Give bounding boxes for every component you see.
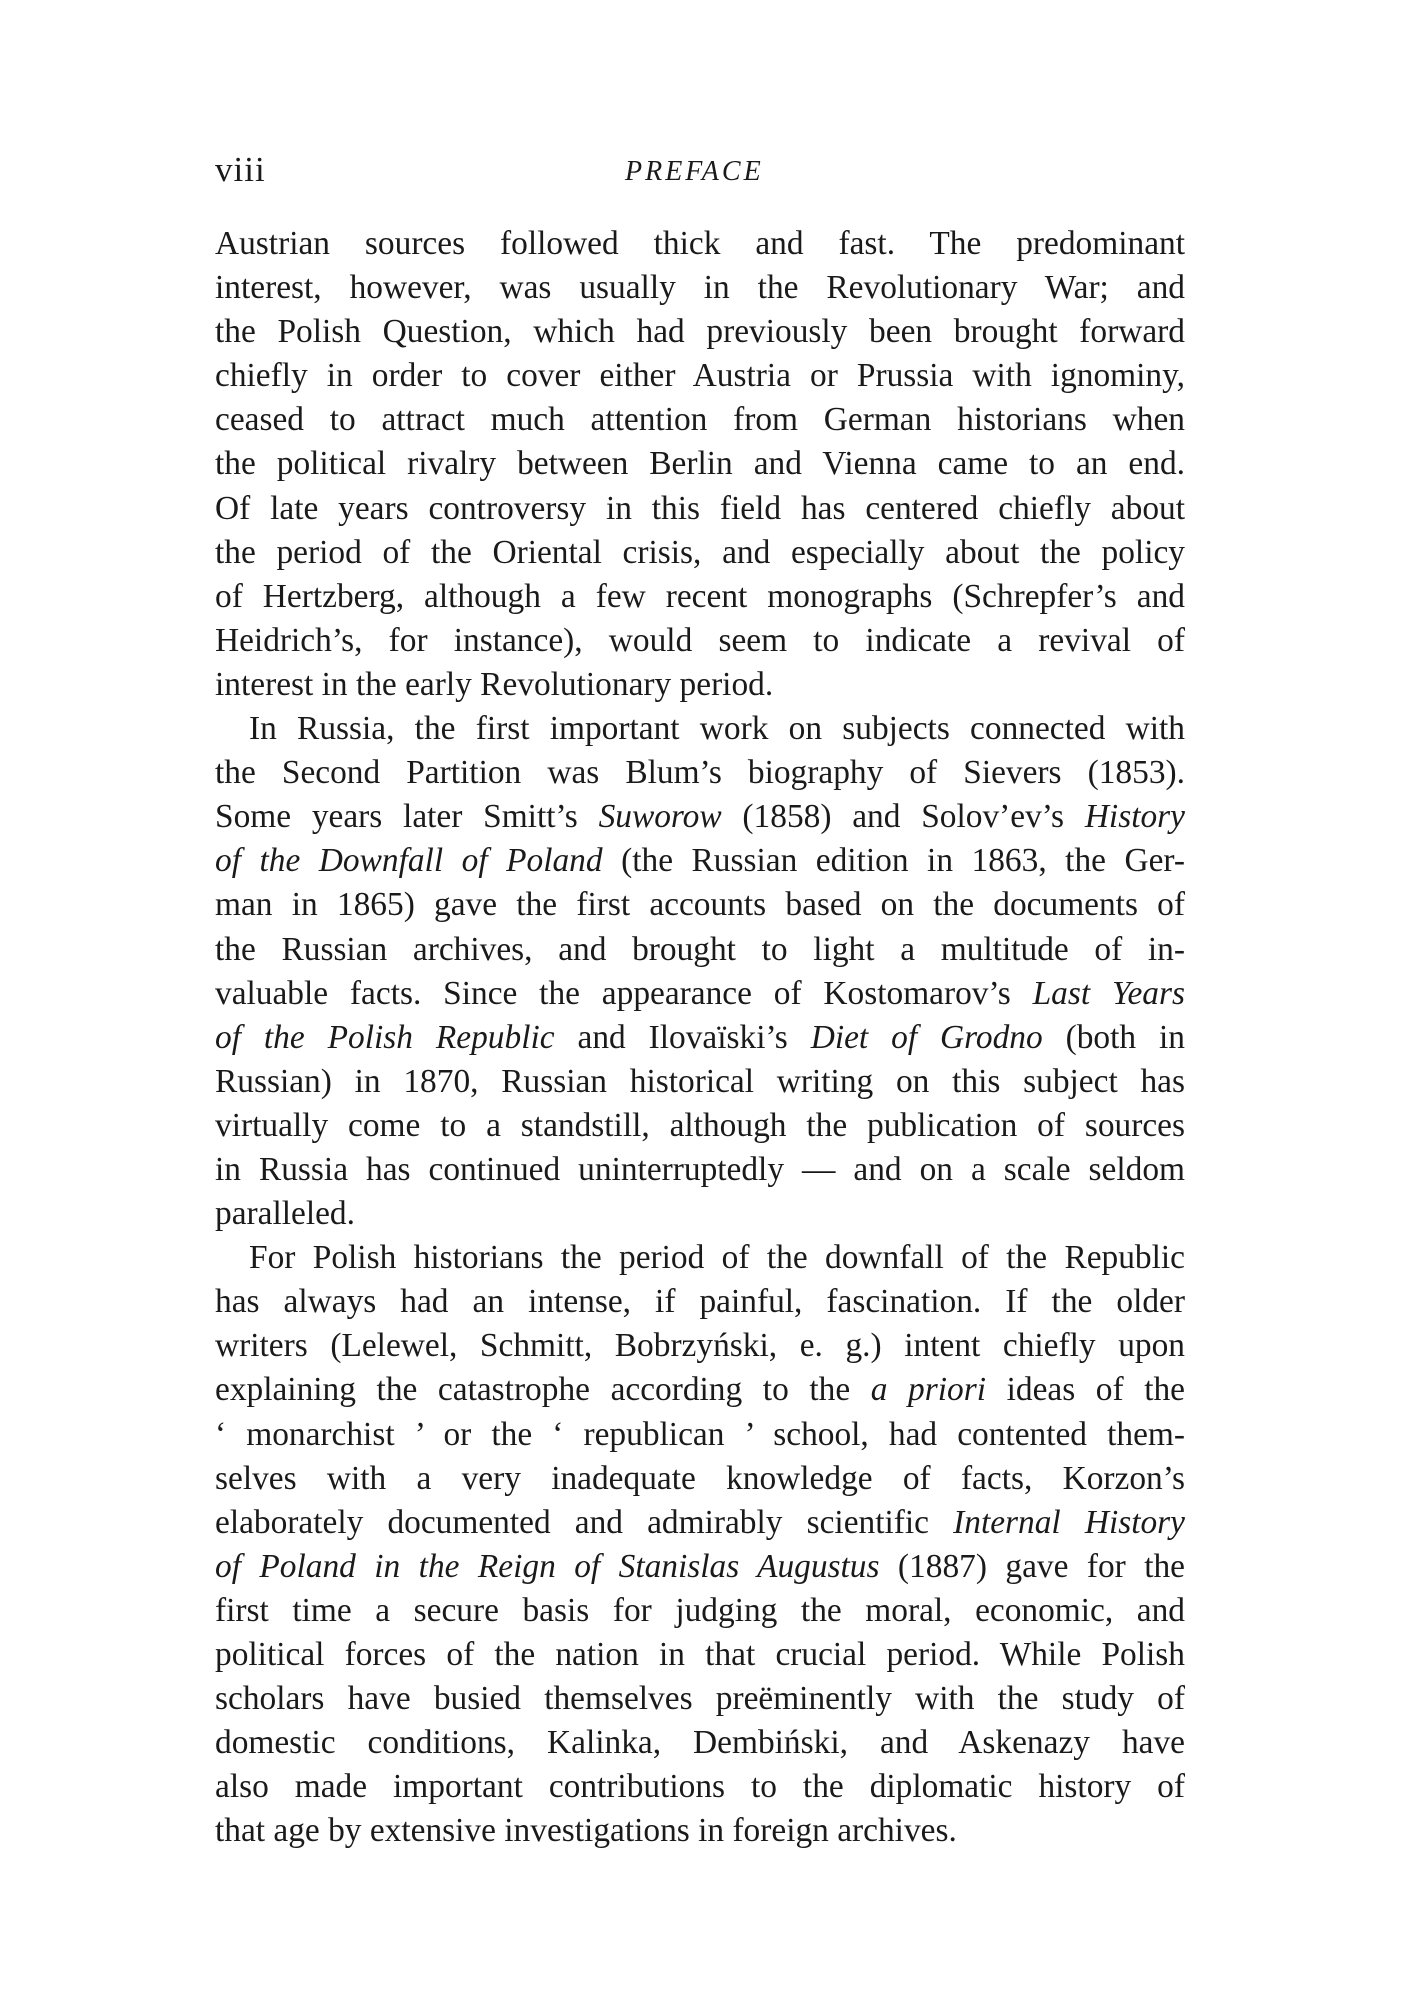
- text-line: of the Downfall of Poland (the Russian edition in 1863, the Ger-: [215, 842, 1185, 880]
- text-line: chiefly in order to cover either Austria or Prussia with ignominy,: [215, 357, 1185, 395]
- text-line: ceased to attract much attention from German historians when: [215, 401, 1185, 439]
- text-line: virtually come to a standstill, although the publication of sources: [215, 1106, 1185, 1144]
- text-line: In Russia, the first important work on subjects connected with: [249, 710, 1185, 748]
- text-line: first time a secure basis for judging the moral, economic, and: [215, 1591, 1185, 1629]
- text-line: elaborately documented and admirably scientific Internal History: [215, 1503, 1185, 1541]
- text-line: Of late years controversy in this field has centered chiefly about: [215, 489, 1185, 527]
- text-line: man in 1865) gave the first accounts based on the documents of: [215, 886, 1185, 924]
- text-line: of Poland in the Reign of Stanislas Augustus (1887) gave for the: [215, 1547, 1185, 1585]
- text-line: domestic conditions, Kalinka, Dembiński, and Askenazy have: [215, 1724, 1185, 1762]
- text-line: the period of the Oriental crisis, and especially about the policy: [215, 533, 1185, 571]
- text-line: Russian) in 1870, Russian historical writing on this subject has: [215, 1062, 1185, 1100]
- text-line: paralleled.: [215, 1195, 355, 1233]
- text-line: interest, however, was usually in the Revolutionary War; and: [215, 269, 1185, 307]
- running-head: PREFACE: [625, 156, 764, 187]
- text-line: the Polish Question, which had previously been brought forward: [215, 313, 1185, 351]
- page-header: [215, 150, 1185, 200]
- text-line: explaining the catastrophe according to the a priori ideas of the: [215, 1371, 1186, 1409]
- text-line: in Russia has continued uninterruptedly — and on a scale seldom: [215, 1150, 1185, 1188]
- body-text: [215, 222, 1185, 1853]
- text-line: the Russian archives, and brought to light a multitude of in-: [215, 930, 1185, 968]
- text-line: the political rivalry between Berlin and Vienna came to an end.: [215, 445, 1185, 483]
- text-line: selves with a very inadequate knowledge of facts, Korzon’s: [215, 1459, 1185, 1497]
- text-line: For Polish historians the period of the downfall of the Republic: [249, 1239, 1185, 1277]
- paragraph-1: [215, 222, 1185, 707]
- text-line: the Second Partition was Blum’s biography of Sievers (1853).: [215, 754, 1185, 792]
- text-line: Heidrich’s, for instance), would seem to indicate a revival of: [215, 621, 1185, 659]
- text-line: Austrian sources followed thick and fast. The predominant: [215, 225, 1185, 262]
- text-line: political forces of the nation in that crucial period. While Polish: [215, 1636, 1185, 1673]
- text-line: scholars have busied themselves preëminently with the study of: [215, 1680, 1185, 1718]
- text-line: of the Polish Republic and Ilovaïski’s Diet of Grodno (both in: [215, 1018, 1185, 1056]
- text-line: ‘ monarchist ’ or the ‘ republican ’ school, had contented them-: [215, 1415, 1185, 1453]
- text-line: Some years later Smitt’s Suworow (1858) and Solov’ev’s History: [215, 798, 1185, 836]
- paragraph-3: [215, 1236, 1185, 1853]
- text-line: also made important contributions to the diplomatic history of: [215, 1768, 1185, 1806]
- paragraph-2: [215, 707, 1185, 1236]
- text-line: valuable facts. Since the appearance of Kostomarov’s Last Years: [215, 974, 1185, 1012]
- text-line: that age by extensive investigations in foreign archives.: [215, 1812, 957, 1850]
- text-line: writers (Lelewel, Schmitt, Bobrzyński, e. g.) intent chiefly upon: [215, 1327, 1185, 1365]
- text-line: of Hertzberg, although a few recent monographs (Schrepfer’s and: [215, 577, 1185, 615]
- page-number: viii: [215, 150, 266, 189]
- text-line: interest in the early Revolutionary period.: [215, 665, 774, 703]
- text-line: has always had an intense, if painful, fascination. If the older: [215, 1283, 1185, 1321]
